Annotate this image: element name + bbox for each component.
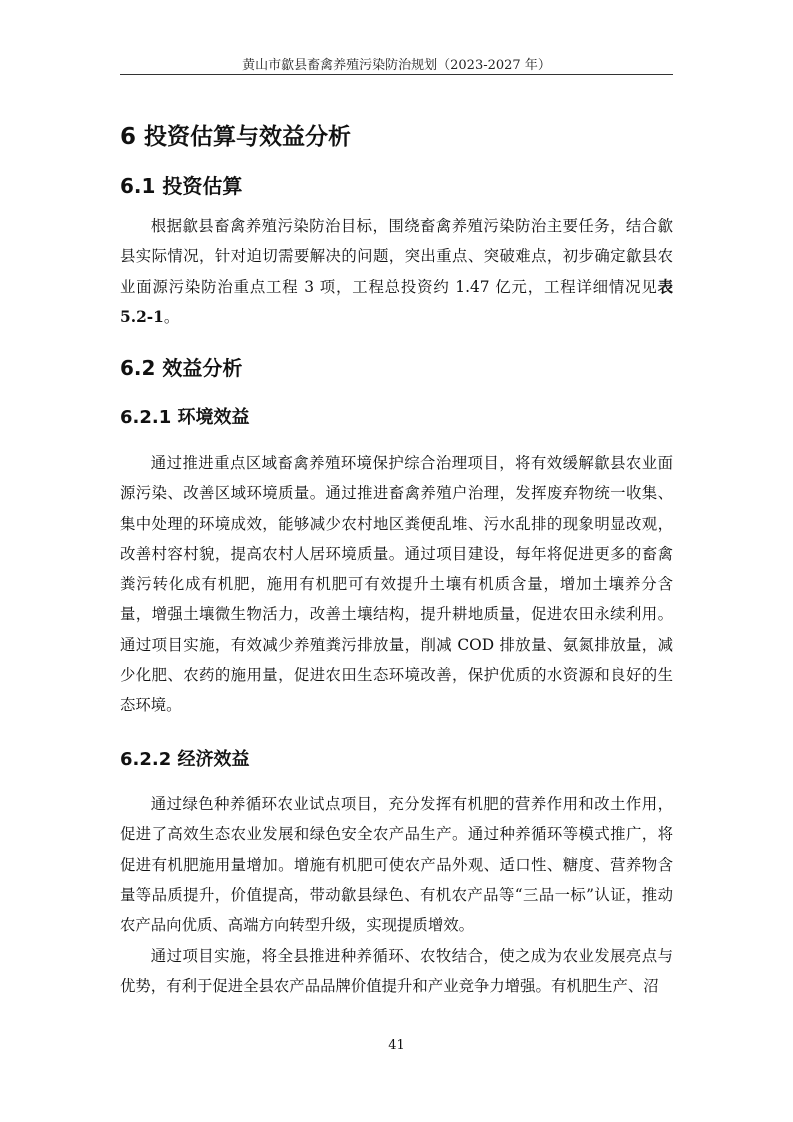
section-6-2-title: 6.2 效益分析 [120,356,243,380]
section-6-2-2-paragraph-2: 通过项目实施，将全县推进种养循环、农牧结合，使之成为农业发展亮点与优势，有利于促进全县农产品品牌价值提升和产业竞争力增强。有机肥生产、沼 [120,947,673,996]
chapter-title: 6 投资估算与效益分析 [120,124,352,150]
section-6-2-2-paragraph-1: 通过绿色种养循环农业试点项目，充分发挥有机肥的营养作用和改土作用，促进了高效生态农业发展和绿色安全农产品生产。通过种养循环等模式推广，将促进有机肥施用量增加。增施有机肥可使农产品外观、适口性、糖度、营养物含量等品质提升，价值提高，带动歙县绿色、有机农产品等“三品一标”认证，推动农产品向优质、高端方向转型升级，实现提质增效。 [120,795,673,935]
section-6-1-text: 根据歙县畜禽养殖污染防治目标，围绕畜禽养殖污染防治主要任务，结合歙县实际情况，针对迫切需要解决的问题，突出重点、突破难点，初步确定歙县农业面源污染防治重点工程 3 项，工程总投资约 1.47 亿元，工程详细情况见 [120,217,673,296]
page-header: 黄山市歙县畜禽养殖污染防治规划（2023-2027 年） [242,58,551,73]
section-6-2-1-title: 6.2.1 环境效益 [120,407,250,428]
section-6-2-2-title: 6.2.2 经济效益 [120,749,250,770]
section-6-1-title: 6.1 投资估算 [120,174,243,198]
sentence-end: 。 [163,307,180,326]
header-divider [120,74,673,75]
table-reference: 表 5.2-1 [120,277,673,326]
section-6-2-1-paragraph: 通过推进重点区域畜禽养殖环境保护综合治理项目，将有效缓解歙县农业面源污染、改善区域环境质量。通过推进畜禽养殖户治理，发挥废弃物统一收集、集中处理的环境成效，能够减少农村地区粪便乱堆、污水乱排的现象明显改观，改善村容村貌，提高农村人居环境质量。通过项目建设，每年将促进更多的畜禽粪污转化成有机肥，施用有机肥可有效提升土壤有机质含量，增加土壤养分含量，增强土壤微生物活力，改善土壤结构，提升耕地质量，促进农田永续利用。通过项目实施，有效减少养殖粪污排放量，削减 COD 排放量、氨氮排放量，减少化肥、农药的施用量，促进农田生态环境改善，保护优质的水资源和良好的生态环境。 [120,454,673,715]
section-6-1-paragraph [120,211,673,332]
page-number: 41 [388,1038,405,1053]
